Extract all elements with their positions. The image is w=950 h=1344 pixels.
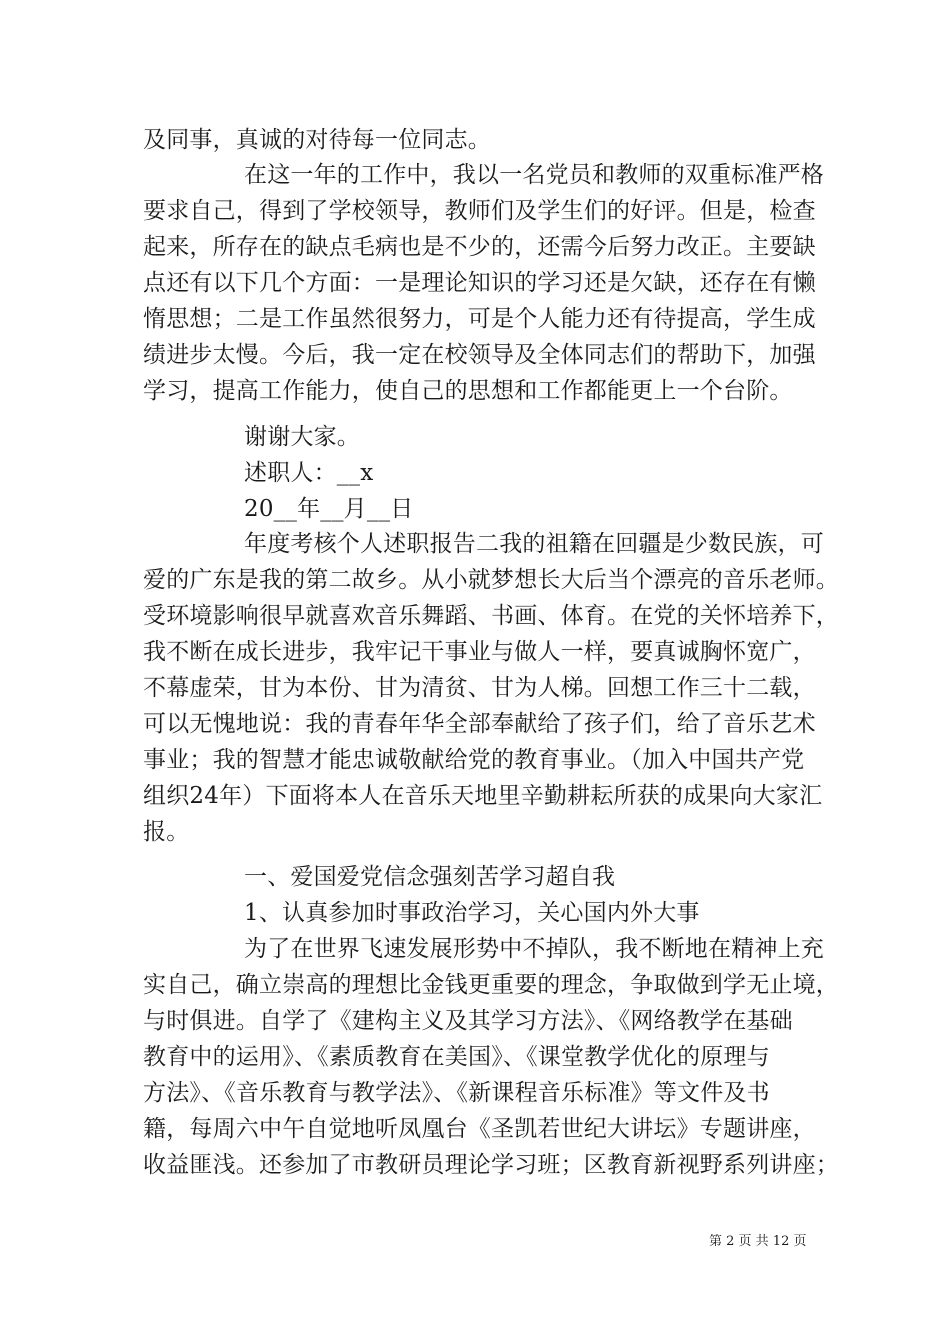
closing-thanks: 谢谢大家。 bbox=[244, 424, 360, 450]
text-line: 不幕虚荣，甘为本份、甘为清贫、甘为人梯。回想工作三十二载， bbox=[143, 675, 816, 701]
text-line: 在这一年的工作中，我以一名党员和教师的双重标准严格 bbox=[244, 162, 824, 188]
text-line: 绩进步太慢。今后，我一定在校领导及全体同志们的帮助下，加强 bbox=[143, 342, 816, 368]
subsection-heading: 1、认真参加时事政治学习，关心国内外大事 bbox=[244, 900, 700, 926]
text-line: 惰思想；二是工作虽然很努力，可是个人能力还有待提高，学生成 bbox=[143, 306, 816, 332]
text-line: 为了在世界飞速发展形势中不掉队，我不断地在精神上充 bbox=[244, 936, 824, 962]
text-line: 实自己，确立崇高的理想比金钱更重要的理念，争取做到学无止境， bbox=[143, 972, 839, 998]
text-line: 教育中的运用》、《素质教育在美国》、《课堂教学优化的原理与 bbox=[143, 1044, 770, 1070]
text-line: 及同事，真诚的对待每一位同志。 bbox=[143, 127, 491, 153]
signature-reporter: 述职人：__x bbox=[244, 460, 374, 486]
text-line: 收益匪浅。还参加了市教研员理论学习班；区教育新视野系列讲座； bbox=[143, 1152, 839, 1178]
text-line: 方法》、《音乐教育与教学法》、《新课程音乐标准》等文件及书 bbox=[143, 1080, 770, 1106]
text-line: 要求自己，得到了学校领导，教师们及学生们的好评。但是，检查 bbox=[143, 198, 816, 224]
text-line: 我不断在成长进步，我牢记干事业与做人一样，要真诚胸怀宽广， bbox=[143, 639, 816, 665]
text-line: 事业；我的智慧才能忠诚敬献给党的教育事业。（加入中国共产党 bbox=[143, 747, 805, 773]
text-line: 组织24年）下面将本人在音乐天地里辛勤耕耘所获的成果向大家汇 bbox=[143, 783, 823, 809]
text-line: 可以无愧地说：我的青春年华全部奉献给了孩子们，给了音乐艺术 bbox=[143, 711, 816, 737]
text-line: 点还有以下几个方面：一是理论知识的学习还是欠缺，还存在有懒 bbox=[143, 270, 816, 296]
text-line: 起来，所存在的缺点毛病也是不少的，还需今后努力改正。主要缺 bbox=[143, 234, 816, 260]
text-line: 爱的广东是我的第二故乡。从小就梦想长大后当个漂亮的音乐老师。 bbox=[143, 567, 839, 593]
text-line: 受环境影响很早就喜欢音乐舞蹈、书画、体育。在党的关怀培养下， bbox=[143, 603, 839, 629]
text-line: 与时俱进。自学了《建构主义及其学习方法》、《网络教学在基础 bbox=[143, 1008, 793, 1034]
text-line: 学习，提高工作能力，使自己的思想和工作都能更上一个台阶。 bbox=[143, 378, 793, 404]
page-number-footer: 第 2 页 共 12 页 bbox=[709, 1234, 807, 1249]
signature-date: 20__年__月__日 bbox=[244, 496, 414, 522]
section-heading: 一、爱国爱党信念强刻苦学习超自我 bbox=[244, 864, 616, 890]
text-line: 籍，每周六中午自觉地听凤凰台《圣凯若世纪大讲坛》专题讲座， bbox=[143, 1116, 816, 1142]
text-line: 年度考核个人述职报告二我的祖籍在回疆是少数民族，可 bbox=[244, 531, 824, 557]
text-line: 报。 bbox=[143, 819, 190, 845]
